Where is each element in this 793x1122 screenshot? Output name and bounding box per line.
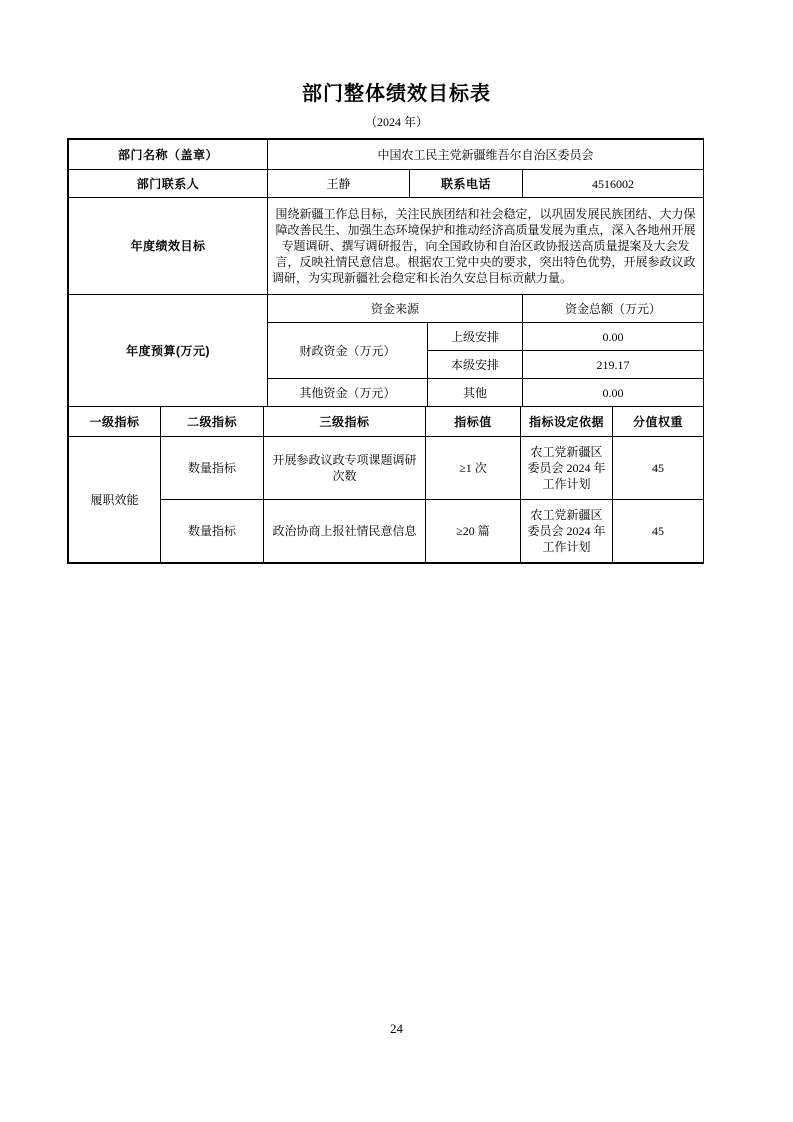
header-level1: 一级指标 (69, 407, 161, 437)
table-row (69, 170, 704, 198)
budget-item: 上级安排 (428, 323, 523, 351)
contact-value: 王静 (268, 170, 410, 198)
phone-label: 联系电话 (410, 170, 523, 198)
indicator-section (68, 407, 704, 563)
table-row (69, 295, 704, 323)
header-value: 指标值 (426, 407, 521, 437)
budget-label: 年度预算(万元) (69, 295, 268, 407)
performance-target-table (67, 138, 704, 564)
page-number: 24 (390, 1021, 403, 1036)
indicator-level3: 政治协商上报社情民意信息 (264, 500, 426, 563)
indicator-weight: 45 (613, 437, 704, 500)
budget-amount: 0.00 (523, 323, 704, 351)
table-row (69, 198, 704, 295)
budget-category-other: 其他资金（万元） (268, 379, 428, 407)
budget-amount: 219.17 (523, 351, 704, 379)
indicator-weight: 45 (613, 500, 704, 563)
indicator-value: ≥20 篇 (426, 500, 521, 563)
indicator-level1: 履职效能 (69, 437, 161, 563)
budget-category-fiscal: 财政资金（万元） (268, 323, 428, 379)
header-weight: 分值权重 (613, 407, 704, 437)
budget-amount: 0.00 (523, 379, 704, 407)
indicator-value: ≥1 次 (426, 437, 521, 500)
document-subtitle: （2024 年） (364, 115, 428, 129)
info-section (68, 139, 704, 295)
dept-name-value: 中国农工民主党新疆维吾尔自治区委员会 (268, 140, 704, 170)
table-row (69, 140, 704, 170)
budget-total-header: 资金总额（万元） (523, 295, 704, 323)
indicator-level3: 开展参政议政专项课题调研次数 (264, 437, 426, 500)
phone-value: 4516002 (523, 170, 704, 198)
header-level2: 二级指标 (161, 407, 264, 437)
indicator-header-row (69, 407, 704, 437)
indicator-basis: 农工党新疆区委员会 2024 年工作计划 (521, 500, 613, 563)
indicator-row (69, 500, 704, 563)
indicator-basis: 农工党新疆区委员会 2024 年工作计划 (521, 437, 613, 500)
indicator-level2: 数量指标 (161, 500, 264, 563)
header-level3: 三级指标 (264, 407, 426, 437)
annual-goal-label: 年度绩效目标 (69, 198, 268, 295)
budget-section (68, 295, 704, 407)
annual-goal-text: 围绕新疆工作总目标，关注民族团结和社会稳定，以巩固发展民族团结、大力保障改善民生、加强生态环境保护和推动经济高质量发展为重点，深入各地州开展专题调研、撰写调研报告，向全国政协和自治区政协报送高质量提案及大会发言，反映社情民意信息。根据农工党中央的要求，突出特色优势，开展参政议政调研，为实现新疆社会稳定和长治久安总目标贡献力量。 (268, 198, 704, 295)
document-title: 部门整体绩效目标表 (302, 83, 491, 105)
dept-name-label: 部门名称（盖章） (69, 140, 268, 170)
header-basis: 指标设定依据 (521, 407, 613, 437)
budget-source-header: 资金来源 (268, 295, 523, 323)
contact-label: 部门联系人 (69, 170, 268, 198)
indicator-row (69, 437, 704, 500)
indicator-level2: 数量指标 (161, 437, 264, 500)
budget-item: 本级安排 (428, 351, 523, 379)
budget-item: 其他 (428, 379, 523, 407)
